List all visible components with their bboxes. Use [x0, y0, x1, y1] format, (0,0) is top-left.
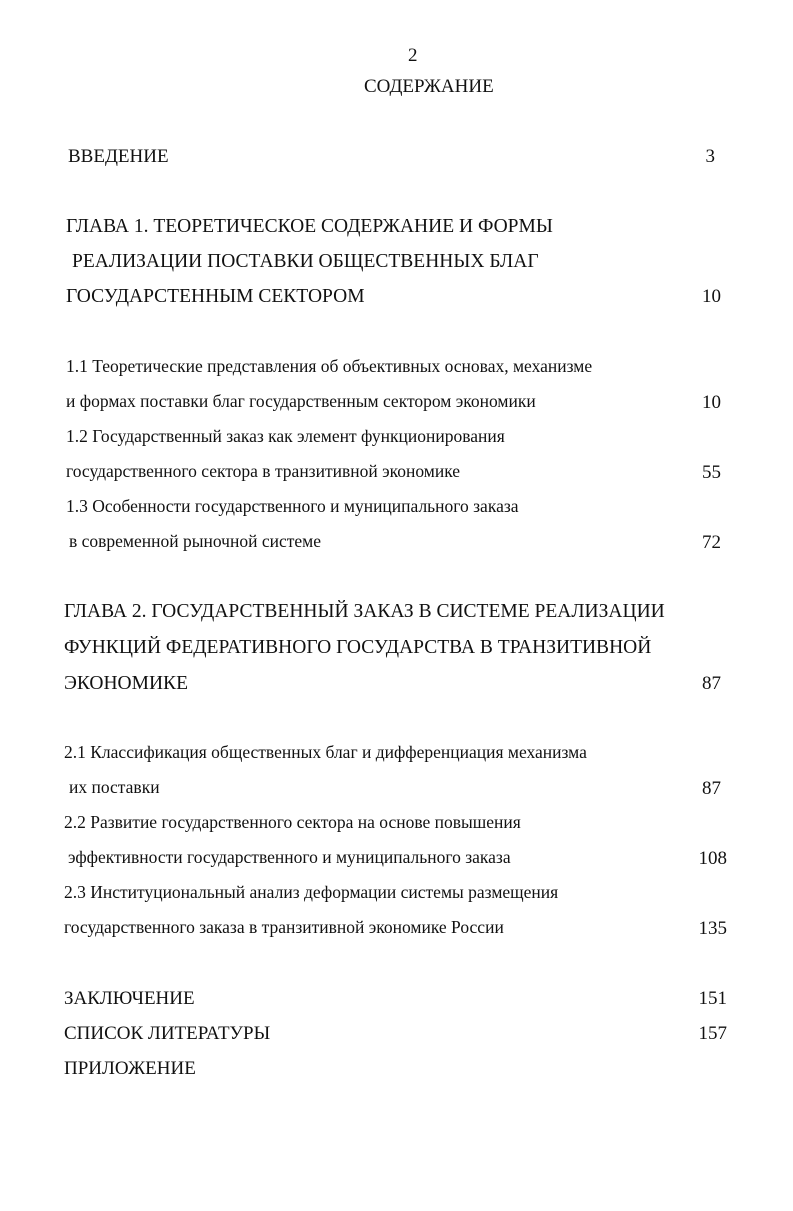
toc-title: СОДЕРЖАНИЕ — [364, 76, 494, 97]
toc-page-chapter1: 10 — [702, 286, 721, 307]
toc-page-section-1-2: 55 — [702, 462, 721, 483]
toc-page-bibliography: 157 — [698, 1023, 727, 1044]
section-1-1-line1: 1.1 Теоретические представления об объективных основах, механизме — [66, 356, 593, 376]
toc-page-section-1-3: 72 — [702, 532, 721, 553]
chapter1-heading-line3: ГОСУДАРСТЕННЫМ СЕКТОРОМ — [66, 286, 365, 307]
chapter1-heading-line1: ГЛАВА 1. ТЕОРЕТИЧЕСКОЕ СОДЕРЖАНИЕ И ФОРМЫ — [66, 216, 553, 237]
section-1-3-line1: 1.3 Особенности государственного и муниципального заказа — [66, 496, 519, 516]
toc-page-section-2-1: 87 — [702, 778, 721, 799]
section-2-1-line2: их поставки — [69, 777, 160, 797]
section-2-2-line2: эффективности государственного и муниципального заказа — [68, 847, 511, 867]
section-2-1-line1: 2.1 Классификация общественных благ и дифференциация механизма — [64, 742, 587, 762]
toc-page-section-1-1: 10 — [702, 392, 721, 413]
toc-page-section-2-2: 108 — [698, 848, 727, 869]
toc-page-section-2-3: 135 — [698, 918, 727, 939]
chapter2-heading-line1: ГЛАВА 2. ГОСУДАРСТВЕННЫЙ ЗАКАЗ В СИСТЕМЕ РЕАЛИЗАЦИИ — [64, 601, 665, 622]
toc-entry-appendix: ПРИЛОЖЕНИЕ — [64, 1058, 196, 1079]
toc-entry-conclusion: ЗАКЛЮЧЕНИЕ — [64, 988, 195, 1009]
chapter2-heading-line2: ФУНКЦИЙ ФЕДЕРАТИВНОГО ГОСУДАРСТВА В ТРАНЗИТИВНОЙ — [64, 637, 652, 658]
toc-page-chapter2: 87 — [702, 673, 721, 694]
section-1-1-line2: и формах поставки благ государственным сектором экономики — [66, 391, 536, 411]
chapter1-heading-line2: РЕАЛИЗАЦИИ ПОСТАВКИ ОБЩЕСТВЕННЫХ БЛАГ — [72, 251, 539, 272]
section-1-3-line2: в современной рыночной системе — [69, 531, 321, 551]
section-2-3-line1: 2.3 Институциональный анализ деформации системы размещения — [64, 882, 559, 902]
page-number: 2 — [408, 45, 418, 66]
toc-page-conclusion: 151 — [698, 988, 727, 1009]
chapter2-heading-line3: ЭКОНОМИКЕ — [64, 673, 188, 694]
toc-entry-intro: ВВЕДЕНИЕ — [68, 146, 169, 167]
toc-page-intro: 3 — [705, 146, 715, 167]
section-1-2-line1: 1.2 Государственный заказ как элемент функционирования — [66, 426, 505, 446]
toc-entry-bibliography: СПИСОК ЛИТЕРАТУРЫ — [64, 1023, 271, 1044]
section-2-2-line1: 2.2 Развитие государственного сектора на основе повышения — [64, 812, 521, 832]
section-1-2-line2: государственного сектора в транзитивной экономике — [66, 461, 461, 481]
section-2-3-line2: государственного заказа в транзитивной экономике России — [64, 917, 504, 937]
